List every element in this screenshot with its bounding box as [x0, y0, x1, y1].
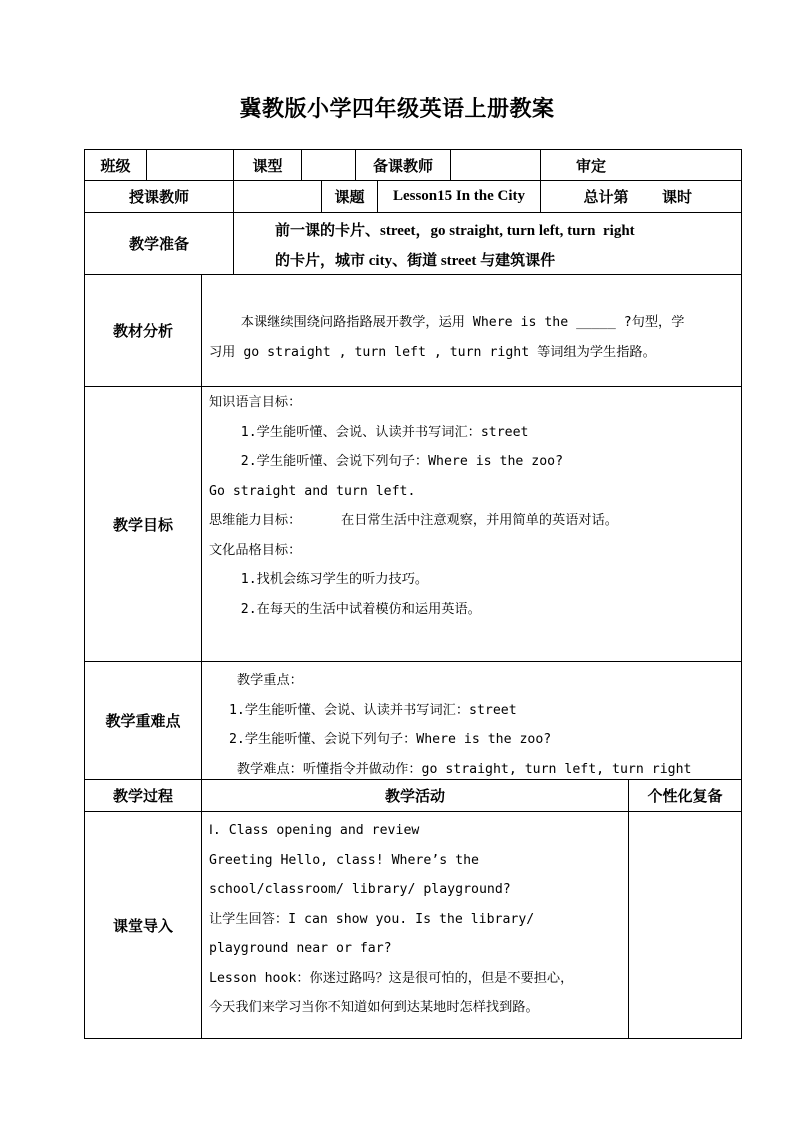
document-title: 冀教版小学四年级英语上册教案 — [239, 96, 555, 121]
review-value-field[interactable] — [641, 150, 741, 180]
intro-line: school/classroom/ library/ playground? — [209, 882, 511, 897]
key-point-line: 1.学生能听懂、会说、认读并书写词汇：street — [221, 702, 517, 718]
key-point-line: 教学难点：听懂指令并做动作：go straight, turn left, turn right — [221, 761, 692, 777]
class-label: 班级 — [100, 158, 131, 175]
material-analysis-line: 习用 go straight , turn left , turn right 等词组为学生指路。 — [209, 344, 656, 360]
intro-line: 让学生回答：I can show you. Is the library/ — [209, 911, 535, 927]
objective-line: 思维能力目标： 在日常生活中注意观察，并用简单的英语对话。 — [209, 513, 618, 528]
intro-label: 课堂导入 — [112, 918, 173, 935]
objectives-content — [209, 388, 618, 624]
intro-line: Ⅰ. Class opening and review — [209, 823, 420, 838]
prep-teacher-label: 备课教师 — [372, 158, 433, 175]
material-analysis-content — [209, 308, 684, 367]
key-point-line: 2.学生能听懂、会说下列句子：Where is the zoo? — [221, 732, 552, 747]
intro-line: Lesson hook：你迷过路吗？这是很可怕的，但是不要担心， — [209, 970, 574, 986]
objective-line: Go straight and turn left. — [209, 483, 416, 499]
total-label: 总计第 — [583, 190, 629, 206]
key-point-line: 教学重点： — [221, 673, 303, 688]
prep-teacher-value-field[interactable] — [451, 150, 540, 180]
objective-line: 2.学生能听懂、会说下列句子：Where is the zoo? — [209, 454, 564, 469]
intro-line: playground near or far? — [209, 941, 392, 956]
class-value-field[interactable] — [147, 150, 233, 180]
preparation-line: 前一课的卡片、street，go straight, turn left, turn right — [275, 223, 635, 239]
key-points-content — [221, 666, 691, 784]
lesson-type-value-field[interactable] — [302, 150, 355, 180]
material-analysis-label: 教材分析 — [112, 324, 173, 340]
key-points-label: 教学重难点 — [105, 714, 181, 730]
preparation-line: 的卡片，城市 city、街道 street 与建筑课件 — [275, 253, 556, 269]
objective-line: 知识语言目标： — [209, 395, 302, 410]
topic-value: Lesson15 In the City — [392, 188, 526, 204]
activity-header-label: 教学活动 — [384, 789, 445, 805]
intro-content — [209, 816, 573, 1023]
objective-line: 1.找机会练习学生的听力技巧。 — [209, 572, 429, 587]
personal-review-field[interactable] — [629, 812, 741, 1038]
teacher-value-field[interactable] — [234, 181, 321, 212]
objective-line: 文化品格目标： — [209, 542, 302, 558]
intro-line: Greeting Hello, class! Where’s the — [209, 852, 479, 868]
period-label: 课时 — [661, 190, 692, 206]
objective-line: 2.在每天的生活中试着模仿和运用英语。 — [209, 601, 481, 617]
teacher-label: 授课教师 — [128, 190, 189, 206]
objectives-label: 教学目标 — [112, 517, 173, 534]
process-header-label: 教学过程 — [112, 789, 173, 805]
objective-line: 1.学生能听懂、会说、认读并书写词汇：street — [209, 424, 529, 440]
review-label: 审定 — [575, 158, 606, 175]
preparation-content — [275, 216, 635, 276]
intro-line: 今天我们来学习当你不知道如何到达某地时怎样找到路。 — [209, 1000, 539, 1015]
topic-label: 课题 — [334, 190, 365, 206]
lesson-type-label: 课型 — [252, 158, 283, 175]
material-analysis-line: 本课继续围绕问路指路展开教学，运用 Where is the _____ ?句型，学 — [209, 315, 685, 330]
preparation-label: 教学准备 — [128, 237, 189, 253]
personal-review-header-label: 个性化复备 — [647, 789, 723, 805]
